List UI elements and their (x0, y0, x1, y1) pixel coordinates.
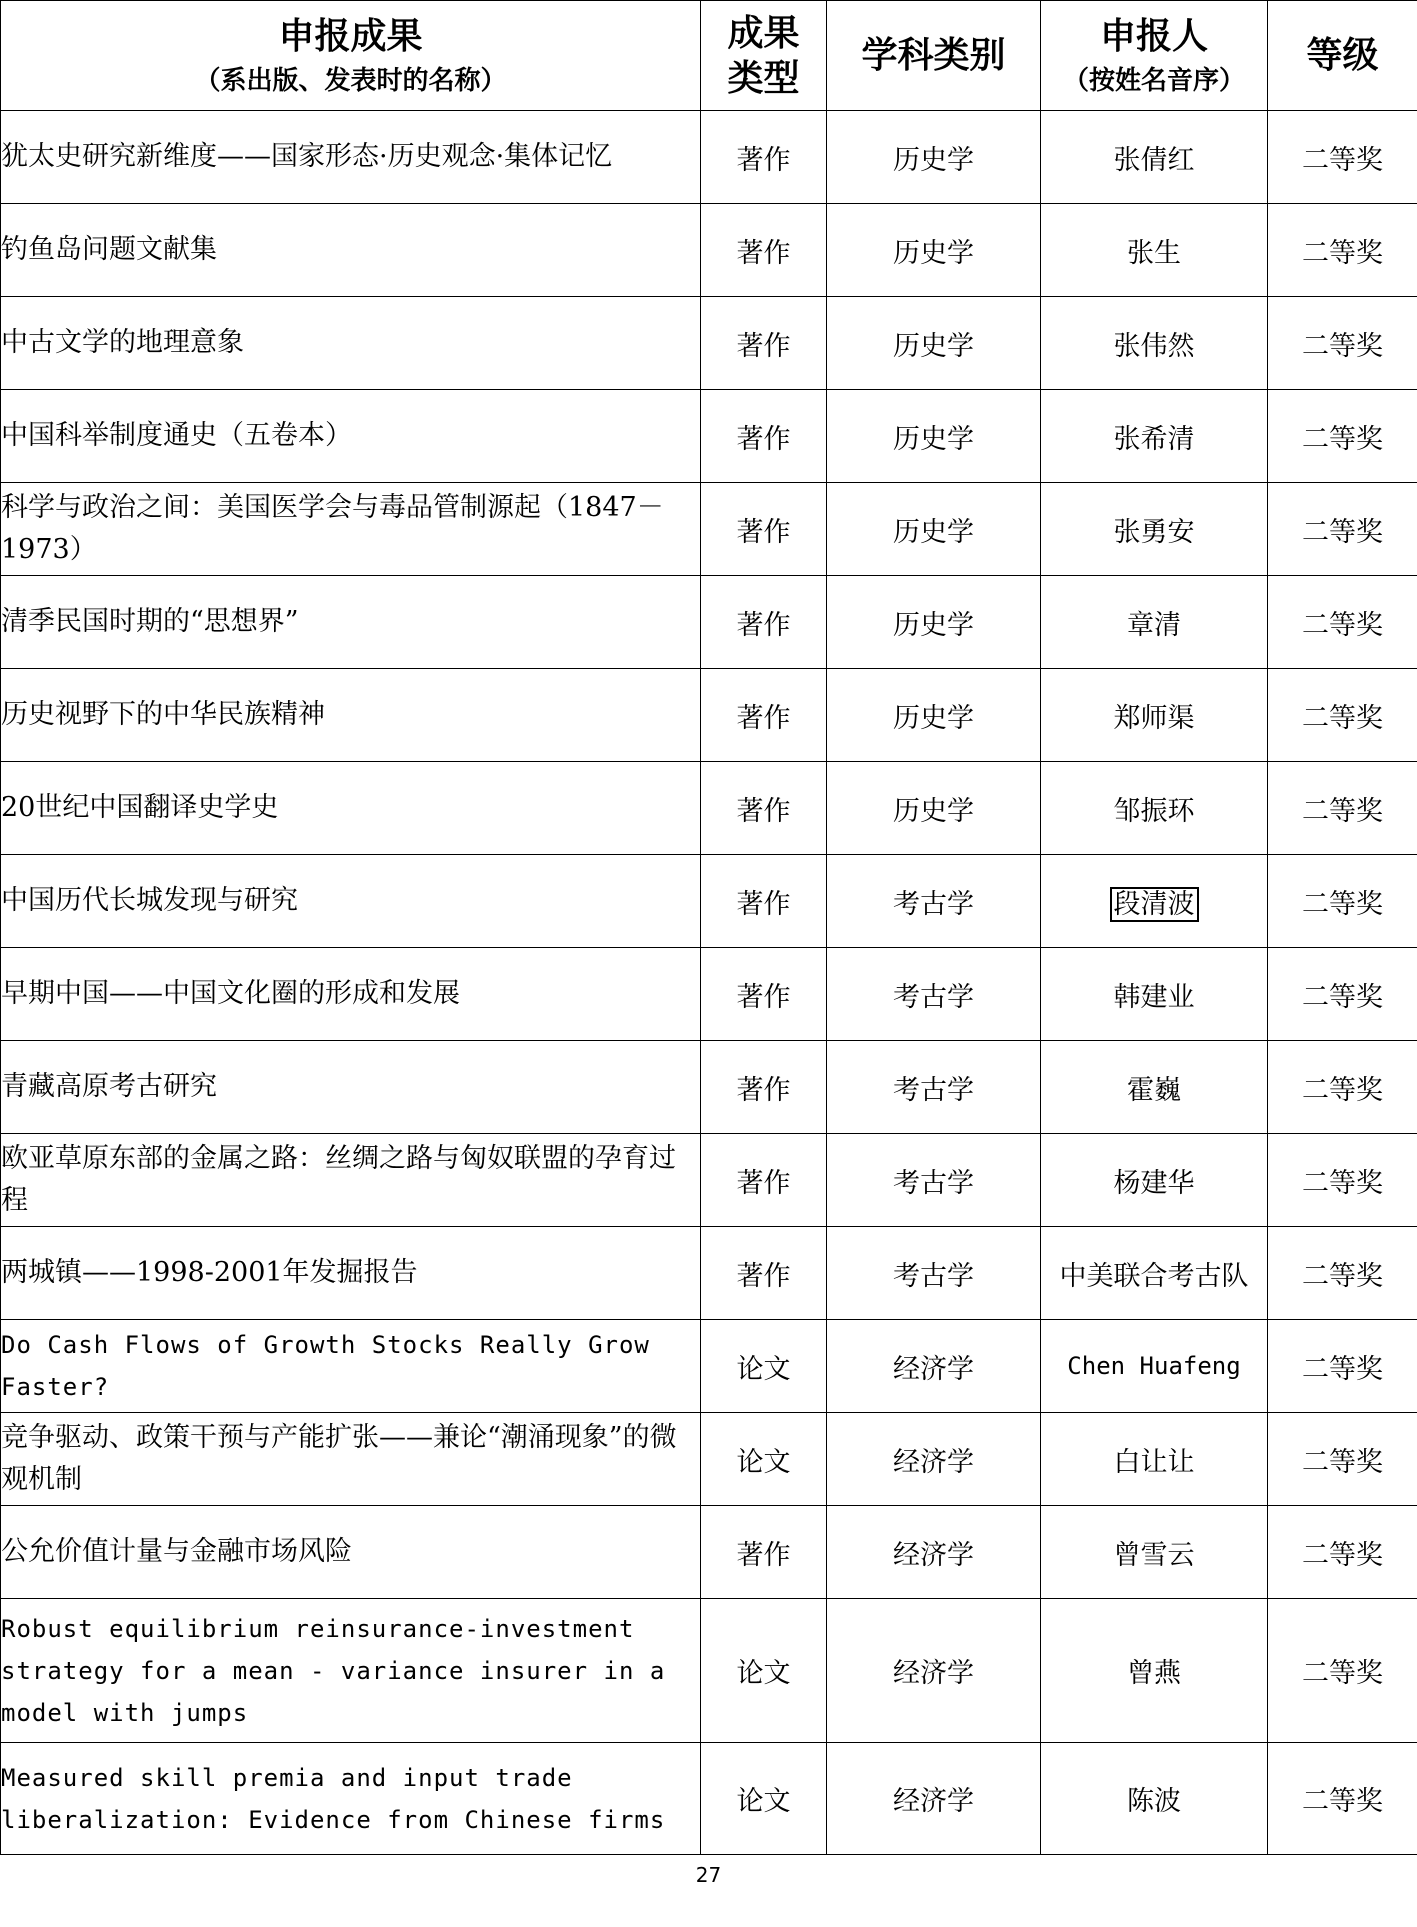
cell-applicant (1041, 111, 1268, 204)
table-row (1, 297, 1417, 390)
table-row (1, 111, 1417, 204)
cell-applicant (1041, 948, 1268, 1041)
cell-applicant-text: 陈波 (1127, 1786, 1181, 1817)
cell-type (701, 576, 827, 669)
header-applicant-subtitle: （按姓名音序） (1062, 65, 1245, 96)
cell-title-text: 清季民国时期的“思想界” (1, 606, 299, 637)
cell-applicant (1041, 1227, 1268, 1320)
cell-discipline (827, 762, 1041, 855)
cell-grade-text: 二等奖 (1302, 795, 1383, 827)
cell-discipline (827, 948, 1041, 1041)
header-result-title: 申报成果 (278, 15, 423, 57)
table-row (1, 762, 1417, 855)
cell-discipline (827, 111, 1041, 204)
cell-grade (1268, 948, 1417, 1041)
table-row (1, 1227, 1417, 1320)
cell-type-text: 著作 (736, 795, 791, 827)
cell-type-text: 著作 (736, 1167, 791, 1199)
cell-discipline (827, 576, 1041, 669)
cell-grade (1268, 1743, 1417, 1855)
cell-discipline (827, 1743, 1041, 1855)
cell-title-text: 20世纪中国翻译史学史 (1, 792, 279, 823)
cell-discipline (827, 204, 1041, 297)
header-type-line1: 成果 (727, 12, 800, 54)
cell-grade-text: 二等奖 (1302, 888, 1383, 920)
cell-applicant (1041, 1320, 1268, 1413)
cell-applicant (1041, 762, 1268, 855)
cell-type (701, 1743, 827, 1855)
cell-discipline (827, 297, 1041, 390)
cell-applicant-text: 张生 (1127, 237, 1181, 269)
cell-type (701, 855, 827, 948)
table-row (1, 390, 1417, 483)
cell-grade (1268, 762, 1417, 855)
cell-title (1, 111, 701, 204)
cell-title-text: 历史视野下的中华民族精神 (1, 699, 325, 730)
cell-type (701, 204, 827, 297)
cell-grade (1268, 390, 1417, 483)
cell-discipline-text: 考古学 (893, 981, 974, 1013)
cell-title-text: 青藏高原考古研究 (1, 1071, 217, 1102)
cell-type (701, 1227, 827, 1320)
cell-discipline-text: 历史学 (893, 330, 974, 362)
cell-grade-text: 二等奖 (1302, 981, 1383, 1013)
cell-type (701, 483, 827, 576)
cell-discipline-text: 历史学 (893, 516, 974, 548)
cell-type (701, 1413, 827, 1506)
cell-discipline (827, 1599, 1041, 1743)
cell-grade (1268, 1413, 1417, 1506)
table-row (1, 204, 1417, 297)
cell-discipline-text: 考古学 (893, 1167, 974, 1199)
cell-discipline-text: 考古学 (893, 888, 974, 920)
cell-grade-text: 二等奖 (1302, 330, 1383, 362)
header-type-line2: 类型 (727, 57, 800, 99)
table-row (1, 483, 1417, 576)
cell-discipline-text: 经济学 (893, 1539, 974, 1571)
cell-grade (1268, 1134, 1417, 1227)
cell-applicant (1041, 1413, 1268, 1506)
table-row (1, 576, 1417, 669)
header-result-subtitle: （系出版、发表时的名称） (194, 65, 507, 96)
cell-discipline-text: 考古学 (893, 1260, 974, 1292)
cell-title (1, 297, 701, 390)
cell-type-text: 著作 (736, 144, 791, 176)
cell-discipline-text: 历史学 (893, 795, 974, 827)
cell-type-text: 著作 (736, 1074, 791, 1106)
cell-title (1, 669, 701, 762)
cell-applicant-text: 郑师渠 (1113, 702, 1195, 734)
cell-grade (1268, 483, 1417, 576)
cell-grade (1268, 1599, 1417, 1743)
cell-grade (1268, 1227, 1417, 1320)
cell-applicant-text: 中美联合考古队 (1059, 1260, 1249, 1292)
cell-applicant-text: 韩建业 (1113, 981, 1195, 1013)
table-row (1, 855, 1417, 948)
cell-title (1, 1413, 701, 1506)
cell-title (1, 1041, 701, 1134)
cell-type-text: 著作 (736, 981, 791, 1013)
cell-type (701, 1599, 827, 1743)
cell-grade-text: 二等奖 (1302, 516, 1383, 548)
cell-discipline-text: 经济学 (893, 1786, 974, 1817)
cell-grade-text: 二等奖 (1302, 423, 1383, 455)
cell-type-text: 论文 (736, 1446, 791, 1478)
table-row (1, 1320, 1417, 1413)
cell-grade-text: 二等奖 (1302, 1260, 1383, 1292)
cell-applicant (1041, 1134, 1268, 1227)
cell-grade-text: 二等奖 (1302, 702, 1383, 734)
cell-applicant (1041, 297, 1268, 390)
cell-title (1, 204, 701, 297)
cell-type (701, 669, 827, 762)
cell-title-text: Robust equilibrium reinsurance-investment strategy for a mean - variance insurer in a model with jumps (1, 1614, 666, 1727)
cell-title (1, 1320, 701, 1413)
cell-title-text: 犹太史研究新维度——国家形态·历史观念·集体记忆 (1, 141, 613, 172)
cell-applicant-text: 张倩红 (1113, 144, 1195, 176)
cell-type-text: 著作 (736, 423, 791, 455)
cell-applicant-text: 杨建华 (1113, 1167, 1195, 1199)
cell-discipline (827, 669, 1041, 762)
cell-type (701, 111, 827, 204)
header-grade: 等级 (1268, 1, 1417, 111)
header-row (1, 1, 1417, 111)
cell-grade (1268, 1506, 1417, 1599)
cell-grade-text: 二等奖 (1302, 237, 1383, 269)
cell-discipline-text: 经济学 (893, 1658, 974, 1689)
cell-title (1, 1227, 701, 1320)
header-applicant-title: 申报人 (1099, 15, 1208, 57)
cell-grade (1268, 669, 1417, 762)
cell-grade (1268, 204, 1417, 297)
cell-title-text: 欧亚草原东部的金属之路：丝绸之路与匈奴联盟的孕育过程 (1, 1143, 676, 1216)
cell-grade-text: 二等奖 (1302, 1786, 1383, 1817)
header-type (701, 1, 827, 111)
cell-title-text: 钓鱼岛问题文献集 (1, 234, 217, 265)
cell-type (701, 762, 827, 855)
cell-type (701, 1320, 827, 1413)
cell-grade-text: 二等奖 (1302, 1446, 1383, 1478)
cell-applicant-text: 张伟然 (1113, 330, 1195, 362)
cell-discipline-text: 历史学 (893, 702, 974, 734)
cell-applicant (1041, 1743, 1268, 1855)
cell-applicant (1041, 204, 1268, 297)
cell-applicant-text: 邹振环 (1113, 795, 1195, 827)
cell-type-text: 论文 (736, 1658, 791, 1689)
cell-grade (1268, 855, 1417, 948)
table-row (1, 948, 1417, 1041)
cell-discipline-text: 历史学 (893, 609, 974, 641)
cell-discipline (827, 1227, 1041, 1320)
cell-grade (1268, 111, 1417, 204)
cell-type (701, 948, 827, 1041)
cell-type-text: 论文 (736, 1353, 791, 1385)
cell-applicant-text: 白让让 (1113, 1446, 1195, 1478)
cell-discipline (827, 1506, 1041, 1599)
cell-title-text: 公允价值计量与金融市场风险 (1, 1536, 352, 1567)
cell-applicant (1041, 1506, 1268, 1599)
table-row (1, 1506, 1417, 1599)
cell-applicant (1041, 576, 1268, 669)
cell-title (1, 483, 701, 576)
cell-grade (1268, 576, 1417, 669)
cell-discipline-text: 经济学 (893, 1446, 974, 1478)
header-result (1, 1, 701, 111)
cell-applicant (1041, 669, 1268, 762)
page-number: 27 (695, 1863, 722, 1887)
cell-type (701, 1134, 827, 1227)
cell-grade (1268, 297, 1417, 390)
cell-applicant (1041, 390, 1268, 483)
cell-applicant-text: Chen Huafeng (1067, 1352, 1241, 1380)
cell-title (1, 390, 701, 483)
cell-type (701, 1506, 827, 1599)
cell-applicant (1041, 1041, 1268, 1134)
cell-applicant-text: 曾雪云 (1113, 1539, 1195, 1571)
cell-type (701, 1041, 827, 1134)
cell-title-text: 两城镇——1998-2001年发掘报告 (1, 1257, 418, 1288)
cell-title (1, 948, 701, 1041)
cell-discipline (827, 1134, 1041, 1227)
cell-title-text: Measured skill premia and input trade liberalization: Evidence from Chinese firms (1, 1763, 666, 1834)
cell-type-text: 著作 (736, 330, 791, 362)
cell-type-text: 著作 (736, 1260, 791, 1292)
cell-title-text: 中古文学的地理意象 (1, 327, 244, 358)
table-body (1, 111, 1417, 1855)
cell-type (701, 297, 827, 390)
cell-title-text: 竞争驱动、政策干预与产能扩张——兼论“潮涌现象”的微观机制 (1, 1422, 677, 1495)
header-applicant (1041, 1, 1268, 111)
cell-type-text: 论文 (736, 1786, 791, 1817)
cell-applicant-text: 张勇安 (1113, 516, 1195, 548)
cell-discipline (827, 390, 1041, 483)
cell-applicant-text: 章清 (1127, 609, 1181, 641)
cell-title-text: 中国历代长城发现与研究 (1, 885, 298, 916)
cell-type (701, 390, 827, 483)
cell-discipline-text: 历史学 (893, 144, 974, 176)
table-row (1, 1599, 1417, 1743)
table-row (1, 669, 1417, 762)
cell-grade-text: 二等奖 (1302, 1074, 1383, 1106)
cell-type-text: 著作 (736, 702, 791, 734)
cell-applicant-text: 张希清 (1113, 423, 1195, 455)
cell-title (1, 855, 701, 948)
cell-discipline (827, 1320, 1041, 1413)
cell-discipline (827, 1041, 1041, 1134)
cell-grade-text: 二等奖 (1302, 1167, 1383, 1199)
cell-type-text: 著作 (736, 1539, 791, 1571)
header-discipline: 学科类别 (827, 1, 1041, 111)
cell-title-text: Do Cash Flows of Growth Stocks Really Grow Faster? (1, 1331, 650, 1401)
cell-applicant-text: 段清波 (1110, 887, 1199, 922)
cell-type-text: 著作 (736, 609, 791, 641)
cell-applicant-text: 霍巍 (1127, 1074, 1181, 1106)
table-row (1, 1041, 1417, 1134)
cell-grade (1268, 1041, 1417, 1134)
cell-type-text: 著作 (736, 237, 791, 269)
cell-title-text: 中国科举制度通史（五卷本） (1, 420, 352, 451)
cell-title (1, 762, 701, 855)
cell-applicant (1041, 1599, 1268, 1743)
table-row (1, 1134, 1417, 1227)
cell-type-text: 著作 (736, 516, 791, 548)
cell-grade-text: 二等奖 (1302, 1539, 1383, 1571)
cell-grade (1268, 1320, 1417, 1413)
cell-applicant (1041, 855, 1268, 948)
cell-grade-text: 二等奖 (1302, 609, 1383, 641)
cell-title-text: 早期中国——中国文化圈的形成和发展 (1, 978, 460, 1009)
cell-applicant-text: 曾燕 (1127, 1658, 1181, 1689)
cell-title (1, 576, 701, 669)
cell-grade-text: 二等奖 (1302, 144, 1383, 176)
cell-discipline-text: 历史学 (893, 423, 974, 455)
cell-discipline-text: 历史学 (893, 237, 974, 269)
cell-discipline (827, 483, 1041, 576)
cell-applicant (1041, 483, 1268, 576)
table-row (1, 1413, 1417, 1506)
cell-discipline (827, 1413, 1041, 1506)
cell-grade-text: 二等奖 (1302, 1353, 1383, 1385)
cell-discipline-text: 经济学 (893, 1353, 974, 1385)
cell-title (1, 1134, 701, 1227)
cell-title (1, 1743, 701, 1855)
cell-grade-text: 二等奖 (1302, 1658, 1383, 1689)
cell-type-text: 著作 (736, 888, 791, 920)
cell-discipline (827, 855, 1041, 948)
cell-title-text: 科学与政治之间：美国医学会与毒品管制源起（1847－1973） (1, 492, 664, 565)
table-row (1, 1743, 1417, 1855)
cell-discipline-text: 考古学 (893, 1074, 974, 1106)
cell-title (1, 1506, 701, 1599)
cell-title (1, 1599, 701, 1743)
